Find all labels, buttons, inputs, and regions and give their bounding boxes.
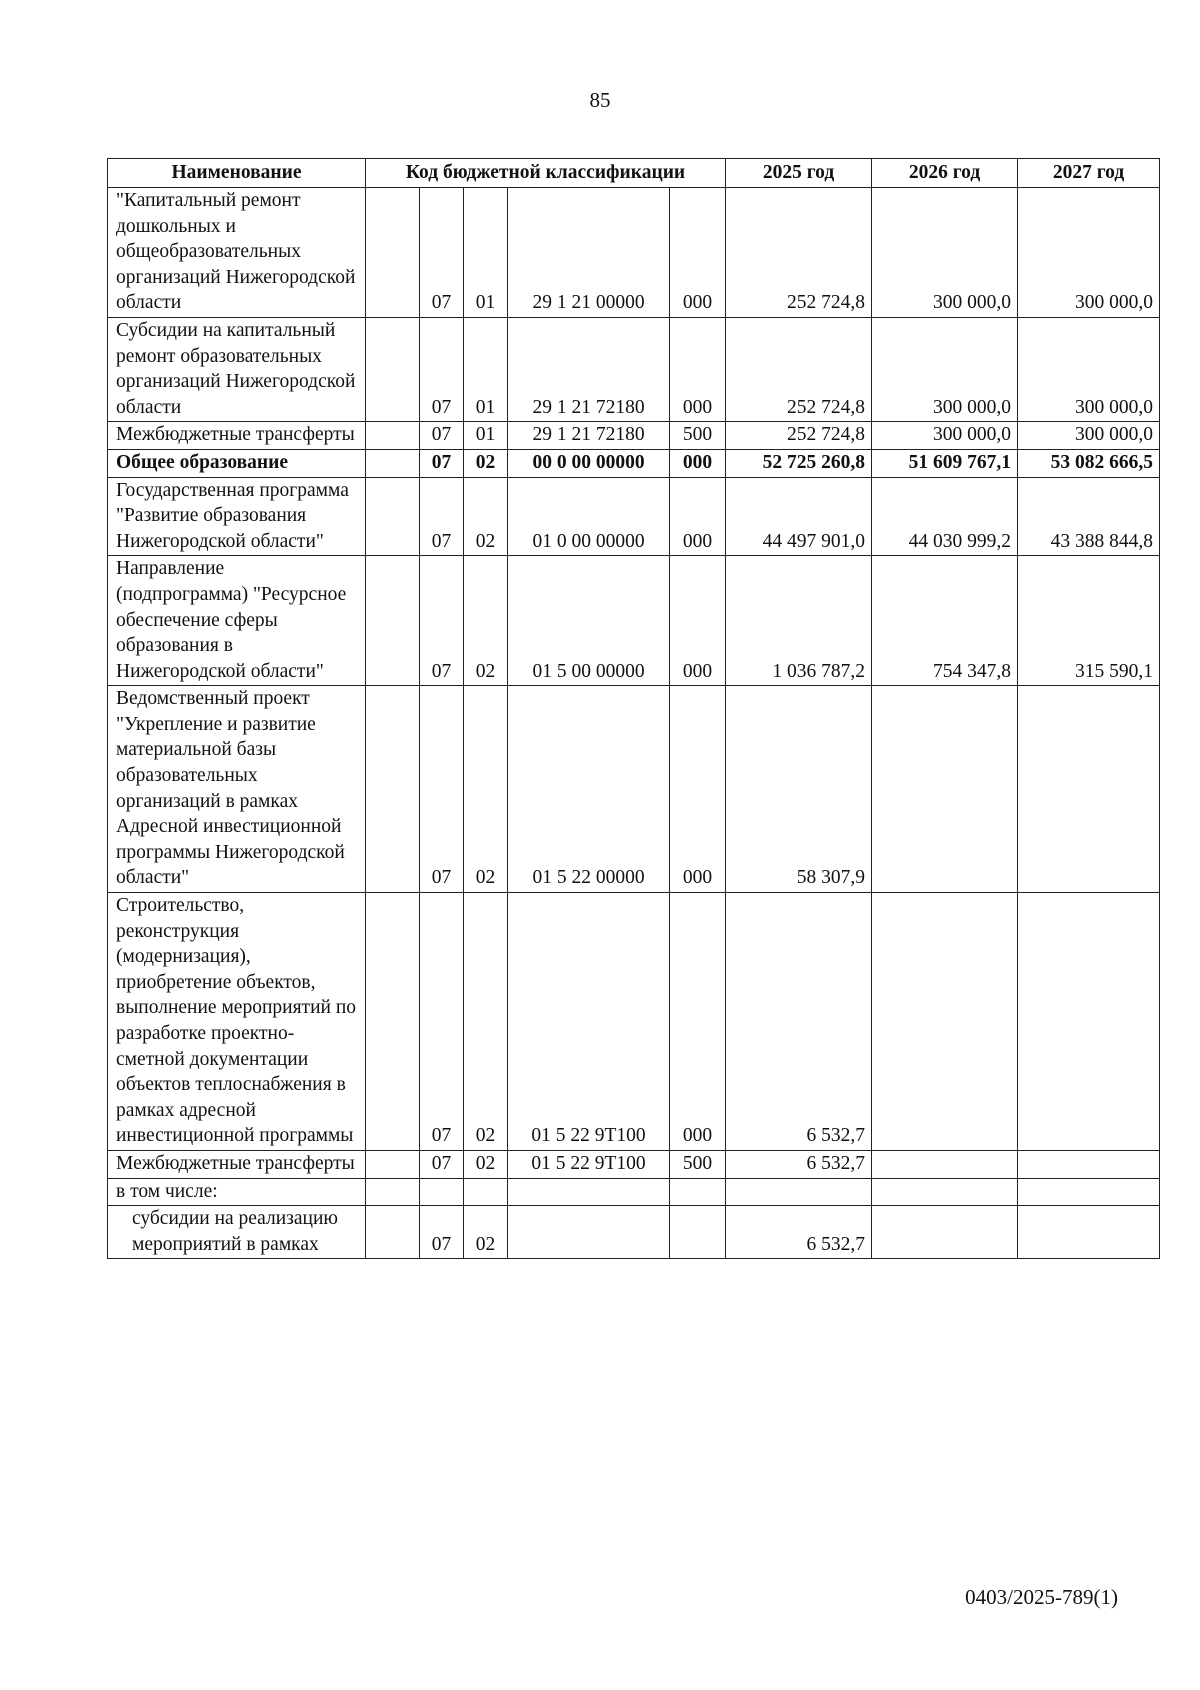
row-name: "Капитальный ремонт дошкольных и общеобразовательных организаций Нижегородской области bbox=[108, 188, 366, 318]
row-code-subsection: 01 bbox=[464, 422, 508, 450]
row-value-2025: 6 532,7 bbox=[726, 893, 872, 1151]
row-value-2027 bbox=[1018, 893, 1160, 1151]
row-code-subsection: 01 bbox=[464, 317, 508, 421]
row-name: Строительство, реконструкция (модернизация), приобретение объектов, выполнение мероприятий по разработке проектно-сметной документации объектов теплоснабжения в рамках адресной инвестиционной программы bbox=[108, 893, 366, 1151]
row-value-2027 bbox=[1018, 1206, 1160, 1259]
row-code-section: 07 bbox=[420, 893, 464, 1151]
row-code-section: 07 bbox=[420, 449, 464, 477]
row-value-2027: 300 000,0 bbox=[1018, 422, 1160, 450]
row-code-subsection: 02 bbox=[464, 477, 508, 556]
row-code-section bbox=[420, 1178, 464, 1206]
row-value-2025: 252 724,8 bbox=[726, 188, 872, 318]
row-code-expense: 000 bbox=[670, 449, 726, 477]
row-value-2026 bbox=[872, 893, 1018, 1151]
row-value-2027: 300 000,0 bbox=[1018, 317, 1160, 421]
row-code-expense bbox=[670, 1206, 726, 1259]
row-value-2027 bbox=[1018, 1150, 1160, 1178]
row-code-section: 07 bbox=[420, 317, 464, 421]
row-code-1 bbox=[366, 1206, 420, 1259]
row-value-2026: 44 030 999,2 bbox=[872, 477, 1018, 556]
row-code-subsection: 02 bbox=[464, 1150, 508, 1178]
row-code-subsection: 02 bbox=[464, 449, 508, 477]
row-code-1 bbox=[366, 477, 420, 556]
row-code-expense: 000 bbox=[670, 188, 726, 318]
row-code-1 bbox=[366, 686, 420, 893]
document-code: 0403/2025-789(1) bbox=[965, 1585, 1118, 1609]
row-code-subsection bbox=[464, 1178, 508, 1206]
row-code-expense: 000 bbox=[670, 477, 726, 556]
row-code-target: 01 5 00 00000 bbox=[508, 556, 670, 686]
row-value-2026: 300 000,0 bbox=[872, 317, 1018, 421]
row-code-expense bbox=[670, 1178, 726, 1206]
table-row bbox=[108, 422, 1160, 450]
row-value-2025: 1 036 787,2 bbox=[726, 556, 872, 686]
row-code-1 bbox=[366, 1178, 420, 1206]
row-name: Государственная программа "Развитие образования Нижегородской области" bbox=[108, 477, 366, 556]
row-code-expense: 000 bbox=[670, 893, 726, 1151]
row-value-2027: 300 000,0 bbox=[1018, 188, 1160, 318]
row-code-1 bbox=[366, 893, 420, 1151]
row-name: субсидии на реализацию мероприятий в рамках bbox=[108, 1206, 366, 1259]
row-code-section: 07 bbox=[420, 1150, 464, 1178]
table-row bbox=[108, 188, 1160, 318]
row-name: Ведомственный проект "Укрепление и развитие материальной базы образовательных организаций в рамках Адресной инвестиционной программы Нижегородской области" bbox=[108, 686, 366, 893]
table-row bbox=[108, 556, 1160, 686]
table-row bbox=[108, 317, 1160, 421]
table-row bbox=[108, 449, 1160, 477]
row-code-section: 07 bbox=[420, 477, 464, 556]
header-code: Код бюджетной классификации bbox=[366, 159, 726, 188]
row-code-section: 07 bbox=[420, 686, 464, 893]
budget-table bbox=[107, 158, 1160, 1259]
row-code-subsection: 02 bbox=[464, 556, 508, 686]
row-code-target bbox=[508, 1178, 670, 1206]
row-value-2025: 252 724,8 bbox=[726, 422, 872, 450]
row-value-2026 bbox=[872, 1150, 1018, 1178]
header-name: Наименование bbox=[108, 159, 366, 188]
row-name: Субсидии на капитальный ремонт образовательных организаций Нижегородской области bbox=[108, 317, 366, 421]
row-name: в том числе: bbox=[108, 1178, 366, 1206]
table-row bbox=[108, 1178, 1160, 1206]
row-code-1 bbox=[366, 556, 420, 686]
row-code-subsection: 01 bbox=[464, 188, 508, 318]
row-name: Межбюджетные трансферты bbox=[108, 422, 366, 450]
header-2025: 2025 год bbox=[726, 159, 872, 188]
table-row bbox=[108, 1150, 1160, 1178]
row-code-target: 01 5 22 9Т100 bbox=[508, 1150, 670, 1178]
table-row bbox=[108, 477, 1160, 556]
row-code-target: 00 0 00 00000 bbox=[508, 449, 670, 477]
row-name: Межбюджетные трансферты bbox=[108, 1150, 366, 1178]
row-code-section: 07 bbox=[420, 422, 464, 450]
row-value-2025: 6 532,7 bbox=[726, 1150, 872, 1178]
row-code-target bbox=[508, 1206, 670, 1259]
row-code-1 bbox=[366, 317, 420, 421]
row-code-expense: 000 bbox=[670, 317, 726, 421]
row-code-expense: 000 bbox=[670, 556, 726, 686]
page-number: 85 bbox=[589, 88, 611, 112]
row-value-2026 bbox=[872, 686, 1018, 893]
row-code-target: 29 1 21 72180 bbox=[508, 317, 670, 421]
row-value-2027 bbox=[1018, 1178, 1160, 1206]
row-value-2025 bbox=[726, 1178, 872, 1206]
row-value-2026 bbox=[872, 1178, 1018, 1206]
table-row bbox=[108, 893, 1160, 1151]
row-code-expense: 500 bbox=[670, 422, 726, 450]
row-code-target: 29 1 21 72180 bbox=[508, 422, 670, 450]
row-value-2025: 52 725 260,8 bbox=[726, 449, 872, 477]
row-value-2027: 43 388 844,8 bbox=[1018, 477, 1160, 556]
row-code-1 bbox=[366, 1150, 420, 1178]
row-value-2027 bbox=[1018, 686, 1160, 893]
row-value-2026: 754 347,8 bbox=[872, 556, 1018, 686]
header-2026: 2026 год bbox=[872, 159, 1018, 188]
row-code-section: 07 bbox=[420, 188, 464, 318]
row-name: Направление (подпрограмма) "Ресурсное обеспечение сферы образования в Нижегородской области" bbox=[108, 556, 366, 686]
row-code-1 bbox=[366, 449, 420, 477]
row-code-target: 01 5 22 9Т100 bbox=[508, 893, 670, 1151]
row-code-section: 07 bbox=[420, 1206, 464, 1259]
row-value-2026 bbox=[872, 1206, 1018, 1259]
row-value-2025: 58 307,9 bbox=[726, 686, 872, 893]
row-code-target: 29 1 21 00000 bbox=[508, 188, 670, 318]
row-code-target: 01 0 00 00000 bbox=[508, 477, 670, 556]
row-name: Общее образование bbox=[108, 449, 366, 477]
header-2027: 2027 год bbox=[1018, 159, 1160, 188]
row-value-2025: 252 724,8 bbox=[726, 317, 872, 421]
row-code-section: 07 bbox=[420, 556, 464, 686]
row-value-2025: 44 497 901,0 bbox=[726, 477, 872, 556]
row-value-2026: 300 000,0 bbox=[872, 188, 1018, 318]
table-row bbox=[108, 686, 1160, 893]
row-code-expense: 500 bbox=[670, 1150, 726, 1178]
table-row bbox=[108, 1206, 1160, 1259]
row-code-expense: 000 bbox=[670, 686, 726, 893]
row-value-2027: 53 082 666,5 bbox=[1018, 449, 1160, 477]
row-code-target: 01 5 22 00000 bbox=[508, 686, 670, 893]
table-header-row bbox=[108, 159, 1160, 188]
row-code-subsection: 02 bbox=[464, 686, 508, 893]
row-code-subsection: 02 bbox=[464, 1206, 508, 1259]
row-code-1 bbox=[366, 422, 420, 450]
row-value-2027: 315 590,1 bbox=[1018, 556, 1160, 686]
row-value-2025: 6 532,7 bbox=[726, 1206, 872, 1259]
row-value-2026: 300 000,0 bbox=[872, 422, 1018, 450]
row-code-subsection: 02 bbox=[464, 893, 508, 1151]
row-value-2026: 51 609 767,1 bbox=[872, 449, 1018, 477]
row-code-1 bbox=[366, 188, 420, 318]
